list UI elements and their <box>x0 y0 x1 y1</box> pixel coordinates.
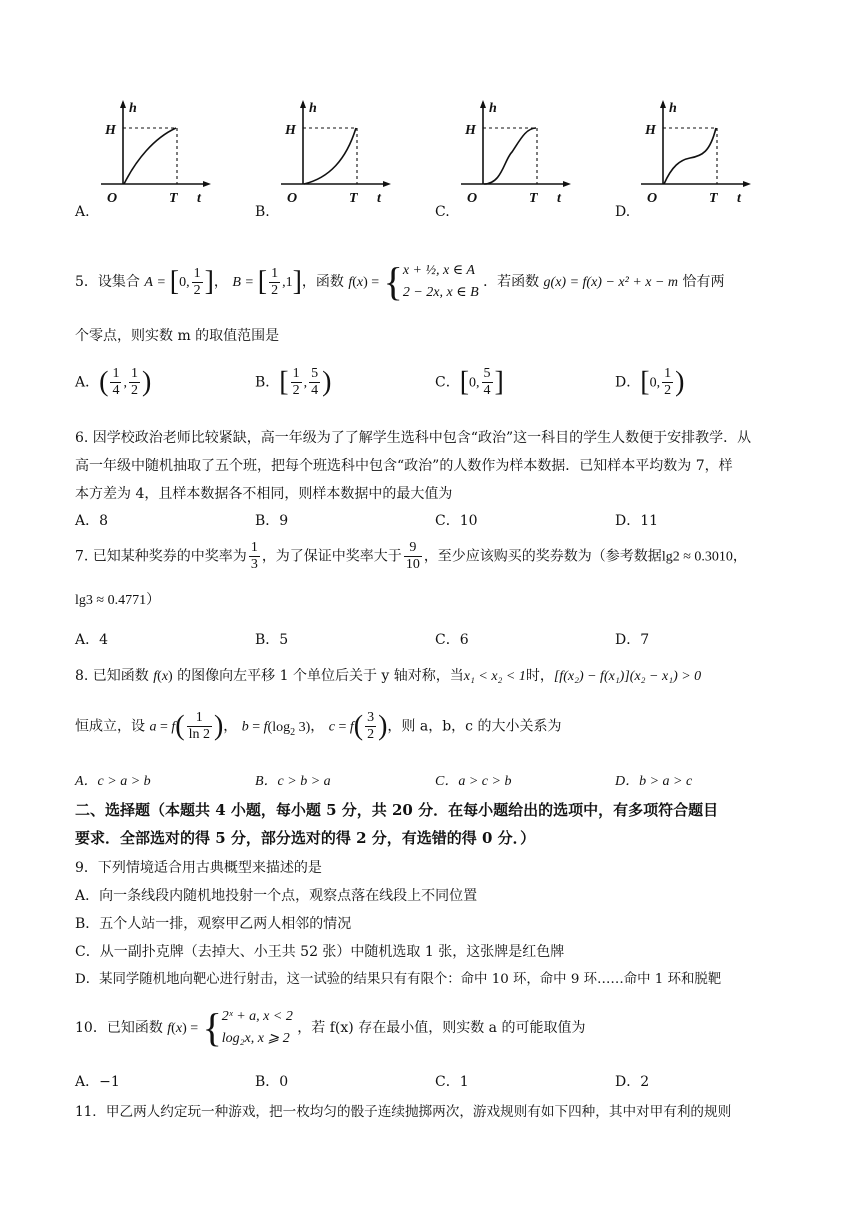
graph-svg <box>435 98 595 223</box>
h-axis-arrow <box>480 100 486 108</box>
q6-line2: 高一年级中随机抽取了五个班，把每个班选科中包含“政治”的人数作为样本数据．已知样本平均数为 7，样 <box>75 458 733 474</box>
q6-line1: 6. 因学校政治老师比较紧缺，高一年级为了了解学生选科中包含“政治”这一科目的学生人数便于安排教学．从 <box>75 430 752 446</box>
curve-line <box>124 128 176 184</box>
q5-case1: x + ½, x ∈ A <box>402 263 475 278</box>
q5-case2: 2 − 2x, x ∈ B <box>402 285 479 300</box>
q10-line1: 10．已知函数 f(x) = { 2ˣ + a, x < 2 log₂x, x ⩾ 2 ，若 f(x) 存在最小值，则实数 a 的可能取值为 <box>75 1005 586 1050</box>
q7-line1: 7. 已知某种奖券的中奖率为 $\frac{1}{3}$ ，为了保证中奖率大于 $\frac{9}{10}$ ，至少应该购买的奖券数为（参考数据lg2 ≈ 0.3010， <box>75 540 747 572</box>
curve-line <box>484 128 536 184</box>
q10-option-d[interactable]: D．2 <box>615 1074 650 1090</box>
q5-option-d[interactable]: D．[0, $\frac{1}{2}$ ) <box>615 366 685 398</box>
curve-line <box>664 128 716 184</box>
section2-header-line2: 要求．全部选对的得 5 分，部分选对的得 2 分，有选错的得 0 分．） <box>75 829 536 847</box>
q8-option-a[interactable]: A．c > a > b <box>75 774 151 789</box>
H-label: H <box>645 123 656 138</box>
H-label: H <box>105 123 116 138</box>
h-axis-arrow <box>120 100 126 108</box>
q5-option-b[interactable]: B．[ $\frac{1}{2}$ , $\frac{5}{4}$ ) <box>255 366 332 398</box>
q8-line2: 恒成立，设 a = f( $\frac{1}{\ln 2}$ )， $b = f(\log_2$ 3)， c = f( $\frac{3}{2}$ )，则 a，b，c 的大小关系为 <box>75 710 562 742</box>
q10-option-a[interactable]: A．−1 <box>75 1074 120 1090</box>
T-label: T <box>529 191 538 206</box>
h-label: h <box>489 101 497 116</box>
q7-option-d[interactable]: D．7 <box>615 632 650 648</box>
graph-option-d[interactable] <box>615 98 775 227</box>
q6-option-a[interactable]: A．8 <box>75 513 109 529</box>
graph-svg <box>615 98 775 223</box>
q9-stem: 9．下列情境适合用古典概型来描述的是 <box>75 860 322 876</box>
q10-option-c[interactable]: C．1 <box>435 1074 469 1090</box>
graph-svg <box>75 98 235 223</box>
graph-option-b[interactable] <box>255 98 415 227</box>
q11-line1: 11．甲乙两人约定玩一种游戏，把一枚均匀的骰子连续抛掷两次，游戏规则有如下四种，其中对甲有利的规则 <box>75 1104 732 1120</box>
q10-option-b[interactable]: B．0 <box>255 1074 289 1090</box>
T-label: T <box>709 191 718 206</box>
q7-option-b[interactable]: B．5 <box>255 632 289 648</box>
graph-svg <box>255 98 415 223</box>
h-label: h <box>129 101 137 116</box>
O-label: O <box>647 191 658 206</box>
q6-option-b[interactable]: B．9 <box>255 513 289 529</box>
q8-option-b[interactable]: B．c > b > a <box>255 774 331 789</box>
q7-option-a[interactable]: A．4 <box>75 632 109 648</box>
q9-option-d[interactable]: D．某同学随机地向靶心进行射击，这一试验的结果只有有限个：命中 10 环，命中 9 环……命中 1 环和脱靶 <box>75 972 722 987</box>
graph-option-letter: C. <box>435 204 450 220</box>
T-label: T <box>169 191 178 206</box>
section2-header-line1: 二、选择题（本题共 4 小题，每小题 5 分，共 20 分．在每小题给出的选项中，有多项符合题目 <box>75 801 719 819</box>
graph-option-letter: A. <box>75 204 90 220</box>
H-label: H <box>465 123 476 138</box>
T-label: T <box>349 191 358 206</box>
q5-line2: 个零点，则实数 m 的取值范围是 <box>75 328 280 344</box>
t-label: t <box>377 191 381 206</box>
q5-line1: 5．设集合 A = [0, $\frac{1}{2}$ ]， B = [ $\frac{1}{2}$ ,1]，函数 f(x) = { x + ½, x ∈ A 2 − 2x, x ∈ B ．若函数 g(x) = f(x) − x² + x − m 恰有两 <box>75 259 725 304</box>
h-axis-arrow <box>300 100 306 108</box>
graph-option-letter: D. <box>615 204 631 220</box>
t-label: t <box>197 191 201 206</box>
graph-option-letter: B. <box>255 204 270 220</box>
q6-option-c[interactable]: C．10 <box>435 513 478 529</box>
q7-option-c[interactable]: C．6 <box>435 632 469 648</box>
h-label: h <box>669 101 677 116</box>
O-label: O <box>467 191 478 206</box>
q9-option-a[interactable]: A．向一条线段内随机地投射一个点，观察点落在线段上不同位置 <box>75 888 478 904</box>
t-label: t <box>557 191 561 206</box>
q6-option-d[interactable]: D．11 <box>615 513 659 529</box>
t-axis-arrow <box>743 181 751 187</box>
h-axis-arrow <box>660 100 666 108</box>
q8-line1: 8. 已知函数 f(x) 的图像向左平移 1 个单位后关于 y 轴对称，当x₁ < x₂ < 1时，[f(x₂) − f(x₁)](x₂ − x₁) > 0 <box>75 668 702 684</box>
q8-option-d[interactable]: D．b > a > c <box>615 774 693 789</box>
curve-line <box>304 128 356 184</box>
t-axis-arrow <box>563 181 571 187</box>
O-label: O <box>287 191 298 206</box>
graph-option-a[interactable] <box>75 98 235 227</box>
q10-case1: 2ˣ + a, x < 2 <box>221 1009 293 1024</box>
q9-option-b[interactable]: B．五个人站一排，观察甲乙两人相邻的情况 <box>75 916 352 932</box>
t-axis-arrow <box>383 181 391 187</box>
O-label: O <box>107 191 118 206</box>
q5-option-a[interactable]: A．( $\frac{1}{4}$ , $\frac{1}{2}$ ) <box>75 366 152 398</box>
q7-line2: lg3 ≈ 0.4771） <box>75 592 161 608</box>
H-label: H <box>285 123 296 138</box>
q5-option-c[interactable]: C．[0, $\frac{5}{4}$ ] <box>435 366 504 398</box>
q6-line3: 本方差为 4，且样本数据各不相同，则样本数据中的最大值为 <box>75 486 453 502</box>
t-label: t <box>737 191 741 206</box>
q10-case2: log₂x, x ⩾ 2 <box>221 1031 290 1046</box>
q8-option-c[interactable]: C．a > c > b <box>435 774 512 789</box>
t-axis-arrow <box>203 181 211 187</box>
h-label: h <box>309 101 317 116</box>
graph-option-c[interactable] <box>435 98 595 227</box>
q9-option-c[interactable]: C．从一副扑克牌（去掉大、小王共 52 张）中随机选取 1 张，这张牌是红色牌 <box>75 944 565 960</box>
